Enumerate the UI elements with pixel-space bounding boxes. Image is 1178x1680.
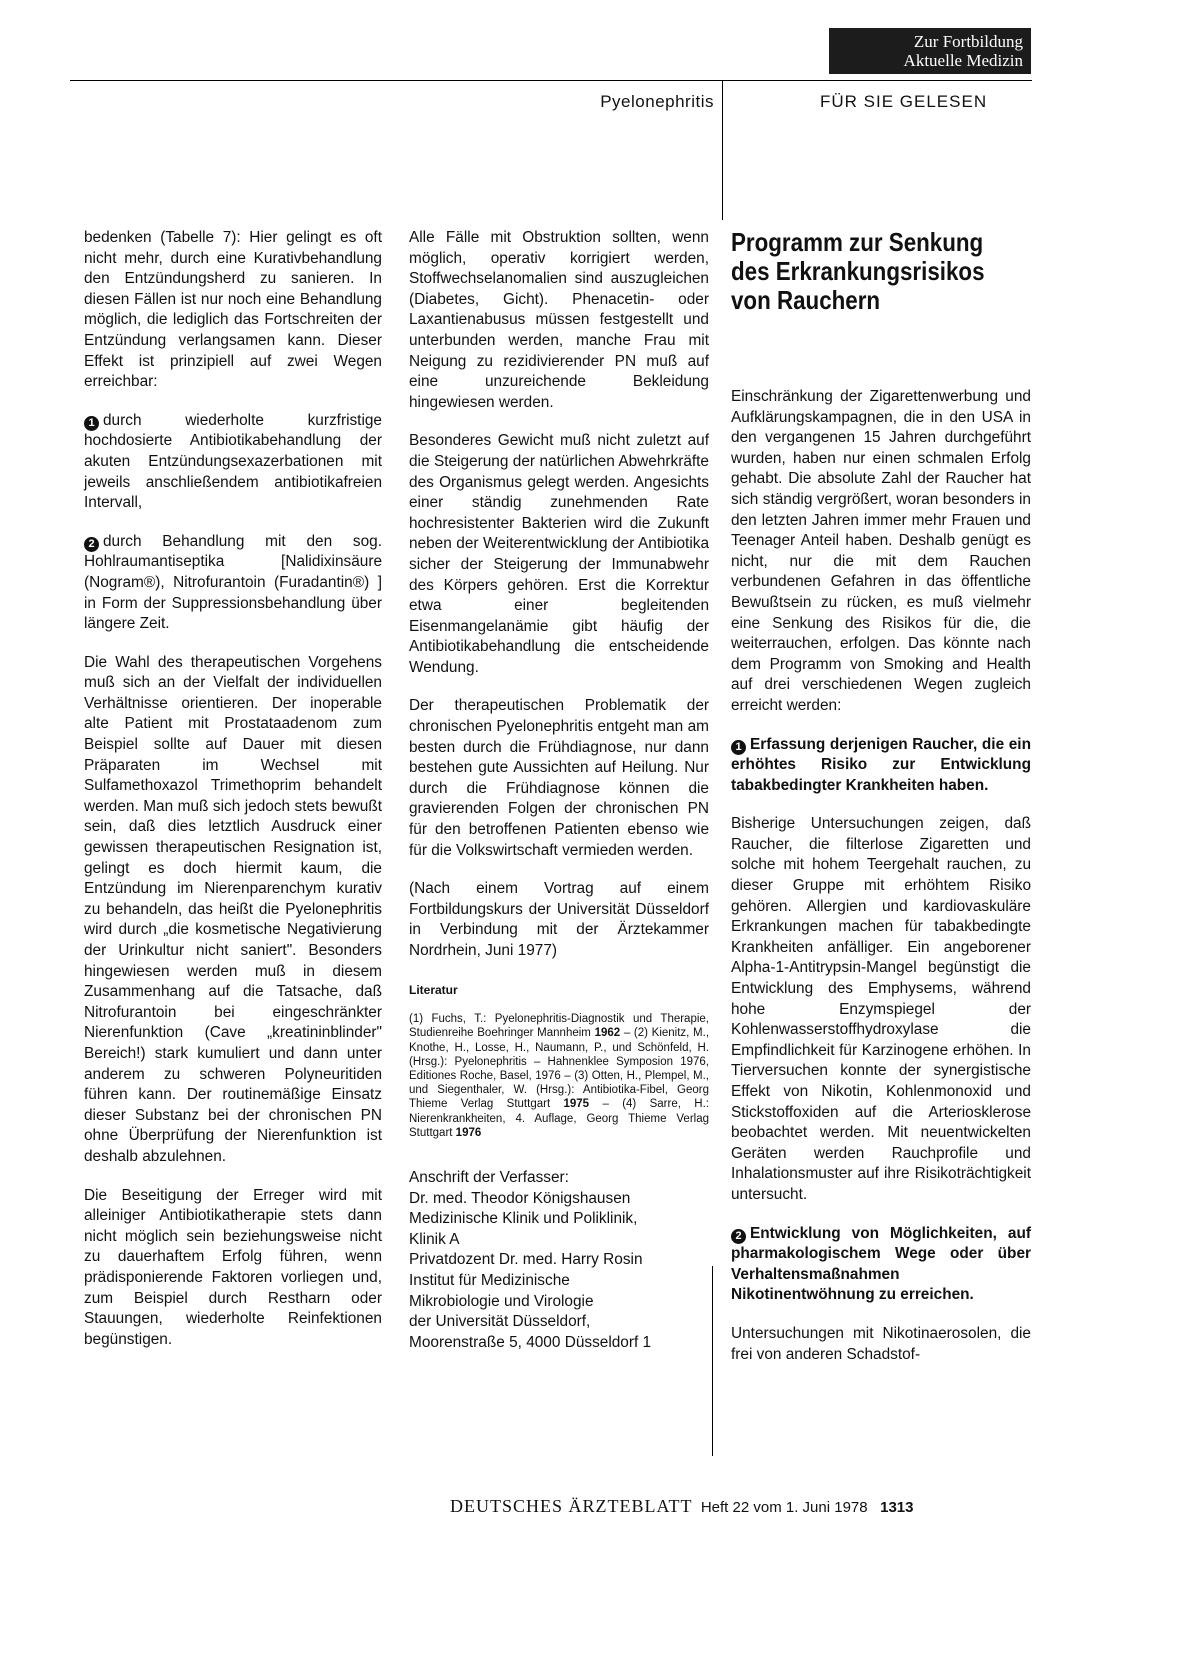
reference-text: (1) Fuchs, T.: Pyelonephritis-Diagnostik und Therapie, Studienreihe Boehringer Mannheim [409,1013,709,1040]
paragraph: Einschränkung der Zigarettenwerbung und Aufklärungskampagnen, die in den USA in den vergangenen 15 Jahren durchgeführt wurden, haben nur einen schmalen Erfolg gehabt. Die absolute Zahl der Raucher hat sich ständig vergrößert, woran besonders in den letzten Jahren immer mehr Frauen und Teenager Anteil haben. Deshalb genügt es nicht, nur die mit dem Rauchen verbundenen Gefahren in das öffentliche Bewußtsein zu rücken, es muß vielmehr eine Senkung des Risikos für die, die weiterrauchen, erfolgen. Das könnte nach dem Programm von Smoking and Health auf drei verschiedenen Wegen zugleich erreicht werden: [731,388,1031,714]
address-line: Moorenstraße 5, 4000 Düsseldorf 1 [409,1333,652,1351]
article-title [731,228,1023,315]
number-2-icon: 2 [731,1229,746,1244]
running-head-section: FÜR SIE GELESEN [820,92,988,111]
subheading-text: Erfassung derjenigen Raucher, die ein erhöhtes Risiko zur Entwicklung tabakbedingter Krankheiten haben. [731,735,1031,794]
issue-info: Heft 22 vom 1. Juni 1978 [700,1499,868,1516]
title-line: von Rauchern [731,285,881,315]
reference-year: 1976 [455,1126,482,1139]
title-line: Programm zur Senkung [731,227,984,257]
subheading [731,1224,1031,1306]
column-2 [409,228,709,1353]
reference-text: – (4) Sarre, H.: Nierenkrankheiten, 4. Auflage, Georg Thieme Verlag Stuttgart [409,1098,709,1139]
reference-year: 1962 [594,1027,621,1040]
subheading-text: Entwicklung von Möglichkeiten, auf pharmakologischem Wege oder über Verhaltensmaßnahmen Nikotinentwöhnung zu erreichen. [731,1224,1031,1304]
page-footer [450,1496,914,1517]
badge-line-1: Zur Fortbildung [913,32,1023,51]
number-2-icon: 2 [84,537,99,552]
header-rule [70,80,1032,81]
list-item-text: durch Behandlung mit den sog. Hohlraumantiseptika [Nalidixinsäure (Nogram®), Nitrofurantoin (Furadantin®) ] in Form der Suppressionsbehandlung über längere Zeit. [84,532,382,633]
column-1 [84,228,382,1368]
references-heading: Literatur [409,982,458,997]
title-line: des Erkrankungsrisikos [731,256,985,286]
reference-text: – (2) Kienitz, M., Knothe, H., Losse, H., Naumann, P., und Schönfeld, H. (Hrsg.): Pyelonephritis – Hahnenklee Symposion 1976, Editiones Roche, Basel, 1976 – (3) Otten, H., Plempel, M., und Siegenthaler, W. (Hrsg.): Antibiotika-Fibel, Georg Thieme Verlag Stuttgart [409,1027,710,1111]
badge-line-2: Aktuelle Medizin [903,51,1023,70]
paragraph: Die Wahl des therapeutischen Vorgehens muß sich an der Vielfalt der individuellen Verhältnisse orientieren. Der inoperable alte Patient mit Prostataadenom zum Beispiel sollte auf Dauer mit diesen Präparaten im Wechsel mit Sulfamethoxazol Trimethoprim behandelt werden. Man muß sich jedoch stets bewußt sein, daß dies letztlich Ausdruck einer gewissen therapeutischen Resignation ist, gelingt es doch hiermit kaum, die Entzündung im Nierenparenchym kurativ zu behandeln, das heißt die Pyelonephritis wird durch „die kosmetische Negativierung der Urinkultur nicht saniert". Besonders hingewiesen werden muß in diesem Zusammenhang auf die Tatsache, daß Nitrofurantoin bei eingeschränkter Nierenfunktion (Cave „kreatininblinder" Bereich!) stark kumuliert und dann unter anderem zu schweren Polyneuritiden führen kann. Der routinemäßige Einsatz dieser Substanz bei der chronischen PN ohne Überprüfung der Nierenfunktion ist deshalb abzulehnen. [84,653,382,1165]
reference-year: 1975 [563,1098,590,1111]
header-divider [722,80,723,220]
paragraph: Untersuchungen mit Nikotinaerosolen, die frei von anderen Schadstof- [731,1324,1031,1363]
paragraph: Alle Fälle mit Obstruktion sollten, wenn möglich, operativ korrigiert werden, Stoffwechselanomalien sind auszugleichen (Diabetes, Gicht). Phenacetin- oder Laxantienabusus müssen festgestellt und unterbunden werden, manche Frau mit Neigung zu rezidivierender PN muß auf eine unzureichende Bekleidung hingewiesen werden. [409,229,709,411]
address-line: Privatdozent Dr. med. Harry Rosin [409,1251,643,1269]
subheading [731,735,1031,797]
address-line: Mikrobiologie und Virologie [409,1292,594,1310]
address-line: Medizinische Klinik und Poliklinik, [409,1210,638,1228]
address-line: Dr. med. Theodor Königshausen [409,1189,631,1207]
paragraph: Die Beseitigung der Erreger wird mit alleiniger Antibiotikatherapie stets dann nicht möglich sein beziehungsweise nicht zu dauerhaftem Erfolg führen, wenn prädisponierende Faktoren vorliegen und, zum Beispiel durch Restharn oder Stauungen, wiederholte Reinfektionen begünstigen. [84,1186,382,1348]
address-line: Klinik A [409,1230,460,1248]
page-number: 1313 [880,1499,914,1516]
paragraph: Besonderes Gewicht muß nicht zuletzt auf die Steigerung der natürlichen Abwehrkräfte des Organismus gelegt werden. Angesichts einer ständig zunehmenden Rate hochresistenter Bakterien wird die Zukunft neben der Weiterentwicklung der Antibiotika sicher der Steigerung der Immunabwehr des Körpers gehören. Erst die Korrektur etwa einer begleitenden Eisenmangelanämie gibt häufig der Antibiotikabehandlung die entscheidende Wendung. [409,432,709,676]
list-item [84,532,382,635]
references-list [409,1012,709,1140]
author-address [409,1168,709,1353]
column-divider [712,1266,713,1456]
list-item-text: durch wiederholte kurzfristige hochdosierte Antibiotikabehandlung der akuten Entzündungsexazerbationen mit jeweils anschließendem antibiotikafreien Intervall, [84,411,382,512]
number-1-icon: 1 [731,740,746,755]
paragraph: Bisherige Untersuchungen zeigen, daß Raucher, die filterlose Zigaretten und solche mit hohem Teergehalt rauchen, zu dieser Gruppe mit erhöhtem Risiko gehören. Allergien und kardiovaskuläre Erkrankungen machen für tabakbedingte Krankheiten anfälliger. Ein angeborener Alpha-1-Antitrypsin-Mangel begünstigt die Entwicklung des Emphysems, während hohe Enzymspiegel der Kohlenwasserstoffhydroxylase die Empfindlichkeit für Karzinogene erhöhen. In Tierversuchen konnte der synergistische Effekt von Nikotin, Kohlenmonoxid und Stickstoffoxiden auf die Arteriosklerose beobachtet werden. Mit neuentwickelten Geräten werden Rauchprofile und Inhalationsmuster auf ihre Risikoträchtigkeit untersucht. [731,815,1031,1203]
journal-name: DEUTSCHES ÄRZTEBLATT [450,1496,693,1516]
running-head-topic: Pyelonephritis [600,92,714,111]
paragraph: Der therapeutischen Problematik der chronischen Pyelonephritis entgeht man am besten durch die Frühdiagnose, nur dann bestehen gute Aussichten auf Heilung. Nur durch die Frühdiagnose können die gravierenden Folgen der chronischen PN für den betroffenen Patienten ebenso wie für die Volkswirtschaft vermieden werden. [409,697,709,859]
number-1-icon: 1 [84,416,99,431]
address-line: der Universität Düsseldorf, [409,1313,591,1331]
address-line: Institut für Medizinische [409,1271,570,1289]
section-badge [829,28,1031,74]
list-item [84,411,382,514]
paragraph: bedenken (Tabelle 7): Hier gelingt es oft nicht mehr, durch eine Kurativbehandlung den Entzündungsherd zu sanieren. In diesen Fällen ist nur noch eine Behandlung möglich, die lediglich das Fortschreiten der Entzündung verlangsamen kann. Dieser Effekt ist prinzipiell auf zwei Wegen erreichbar: [84,229,382,391]
paragraph: (Nach einem Vortrag auf einem Fortbildungskurs der Universität Düsseldorf in Verbindung mit der Ärztekammer Nordrhein, Juni 1977) [409,880,709,959]
column-3 [731,228,1031,1383]
address-line: Anschrift der Verfasser: [409,1169,569,1187]
